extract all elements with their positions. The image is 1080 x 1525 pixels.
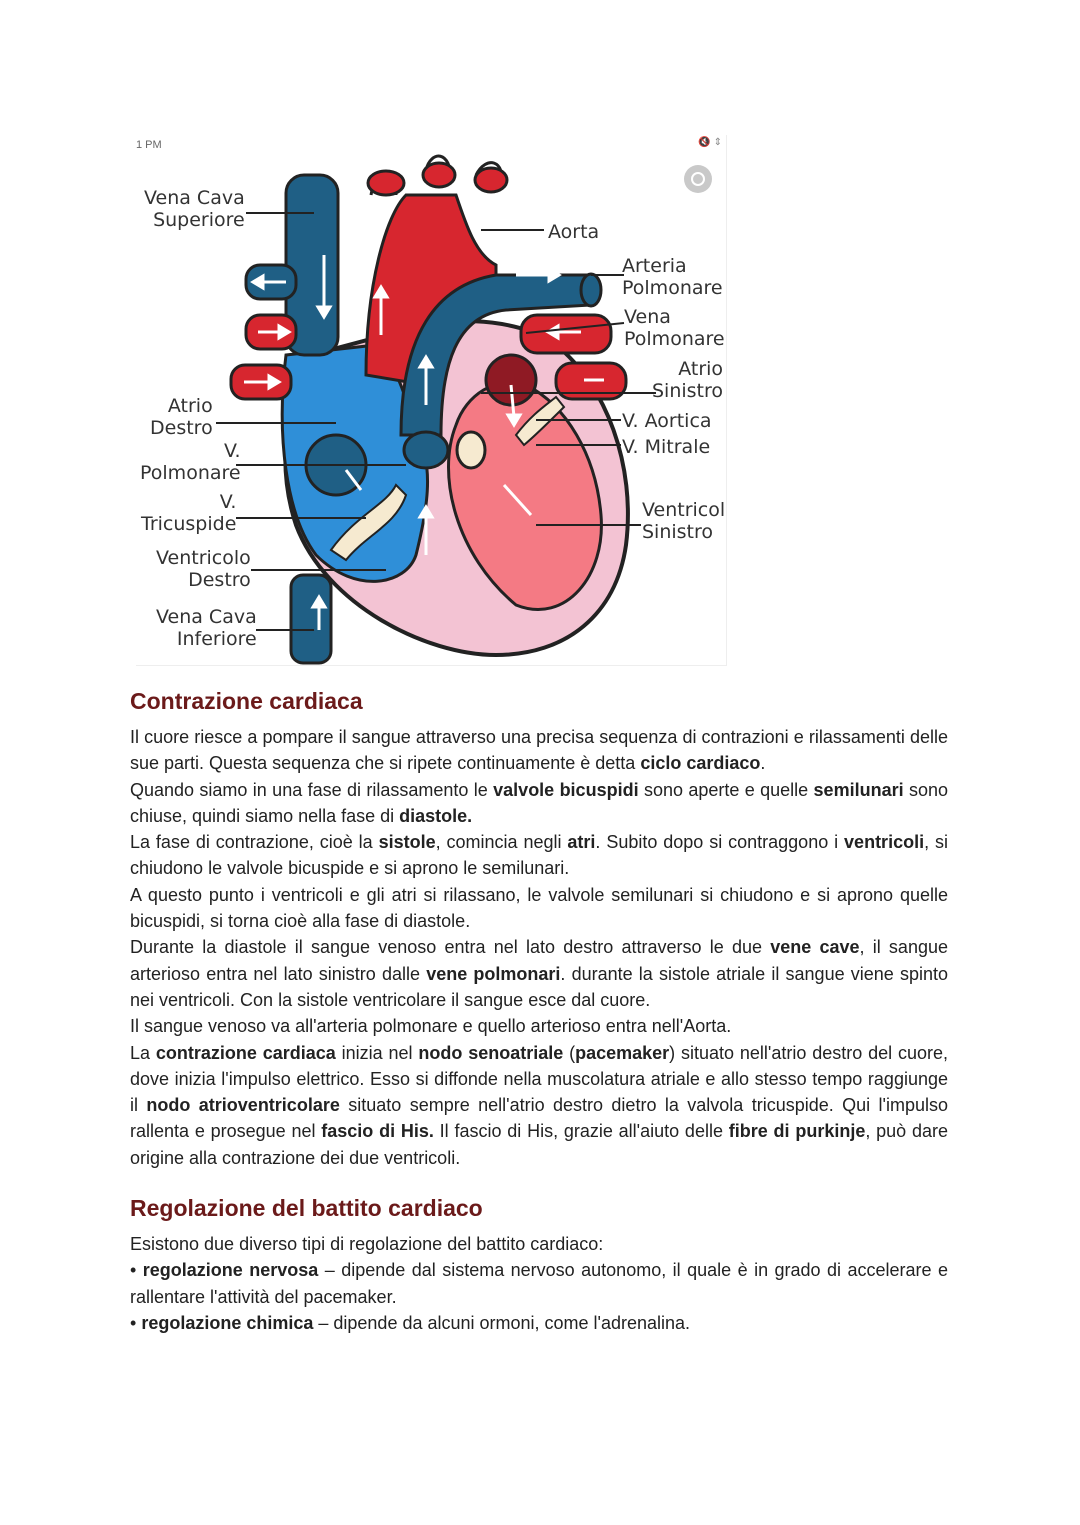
- text-run: Il fascio di His, grazie all'aiuto delle: [433, 1121, 729, 1142]
- label-v-polmonare: V. Polmonare: [140, 440, 241, 484]
- pulmonary-valve: [404, 432, 448, 468]
- label-vena-cava-inferiore: Vena Cava Inferiore: [156, 606, 257, 650]
- text-run: sono aperte e quelle: [638, 779, 814, 800]
- section-regolazione: [130, 1193, 948, 1336]
- bold-term: fascio di His.: [321, 1121, 434, 1142]
- text-run: inizia nel: [335, 1042, 419, 1063]
- paragraph: [130, 829, 948, 882]
- bold-term: nodo senoatriale: [418, 1042, 564, 1063]
- text-run: , può dare origine alla contrazione dei due ventricoli.: [130, 1121, 948, 1168]
- vena-polmonare-1: [521, 315, 611, 353]
- text-run: . durante la sistole atriale il sangue viene spinto nei ventricoli. Con la sistole ventricolare il sangue esce dal cuore.: [130, 963, 948, 1010]
- paragraph: [130, 882, 948, 935]
- text-run: , si chiudono le valvole bicuspide e si aprono le semilunari.: [130, 832, 948, 879]
- text-run: (: [563, 1042, 576, 1063]
- bold-term: vene polmonari: [426, 963, 561, 984]
- status-time: 1 PM: [136, 139, 162, 151]
- label-aorta: Aorta: [548, 221, 600, 243]
- label-atrio-destro: Atrio Destro: [150, 395, 213, 439]
- text-run: ) situato nell'atrio destro del cuore, dove inizia l'impulso elettrico. Esso si diffonde nella muscolatura atriale e allo stesso tempo raggiunge il: [130, 1042, 948, 1116]
- aortic-valve: [457, 432, 485, 468]
- paragraph: [130, 934, 948, 1013]
- bold-term: regolazione chimica: [141, 1312, 314, 1333]
- text-run: , comincia negli: [435, 832, 568, 853]
- bold-term: diastole.: [399, 805, 473, 826]
- text-run: . Subito dopo si contraggono i: [595, 832, 845, 853]
- bold-term: fibre di purkinje: [728, 1121, 866, 1142]
- text-run: A questo punto i ventricoli e gli atri si rilassano, le valvole semilunari si chiudono e si aprono quelle bicuspidi, si torna cioè alla fase di diastole.: [130, 884, 948, 932]
- label-ventricolo-sinistro: Ventricol Sinistro: [642, 499, 726, 543]
- text-run: •: [130, 1260, 143, 1281]
- text-run: , il sangue arterioso entra nel lato sinistro dalle: [130, 937, 948, 984]
- text-run: – dipende dal sistema nervoso autonomo, il quale è in grado di accelerare e rallentare l'attività del pacemaker.: [130, 1260, 948, 1307]
- text-run: Quando siamo in una fase di rilassamento le: [130, 779, 494, 800]
- text-run: – dipende da alcuni ormoni, come l'adrenalina.: [313, 1312, 691, 1333]
- status-icons: 🔇 ⇕: [698, 137, 722, 148]
- section-title: Regolazione del battito cardiaco: [130, 1195, 483, 1222]
- paragraph: [130, 1013, 948, 1039]
- label-v-tricuspide: V. Tricuspide: [141, 491, 237, 535]
- list-item: [130, 1257, 948, 1310]
- vena-cava-inferiore: [291, 575, 331, 663]
- bold-term: atri: [567, 832, 596, 853]
- label-vena-cava-superiore: Vena Cava Superiore: [144, 187, 245, 231]
- label-v-mitrale: V. Mitrale: [622, 436, 711, 458]
- label-v-aortica: V. Aortica: [622, 410, 712, 432]
- bold-term: pacemaker: [575, 1042, 670, 1063]
- label-arteria-polmonare: Arteria Polmonare: [622, 255, 723, 299]
- text-run: .: [760, 753, 766, 774]
- label-ventricolo-destro: Ventricolo Destro: [156, 547, 251, 591]
- bold-term: nodo atrioventricolare: [146, 1095, 340, 1116]
- bold-term: semilunari: [813, 779, 904, 800]
- text-run: Durante la diastole il sangue venoso entra nel lato destro attraverso le due: [130, 937, 771, 958]
- section-title: Contrazione cardiaca: [130, 688, 363, 714]
- heart-diagram: [136, 135, 727, 666]
- text-content: [130, 686, 948, 1336]
- text-run: Esistono due diverso tipi di regolazione del battito cardiaco:: [130, 1234, 604, 1255]
- bold-term: ciclo cardiaco: [640, 753, 761, 774]
- bold-term: vene cave: [770, 937, 860, 958]
- paragraph: [130, 777, 948, 830]
- text-run: sono chiuse, quindi siamo nella fase di: [130, 779, 948, 826]
- bold-term: contrazione cardiaca: [155, 1042, 336, 1063]
- bold-term: ventricoli: [844, 832, 925, 853]
- text-run: La: [130, 1042, 156, 1063]
- bold-term: valvole bicuspidi: [493, 779, 639, 800]
- section-contrazione: [130, 686, 948, 1171]
- text-run: Il cuore riesce a pompare il sangue attraverso una precisa sequenza di contrazioni e rilassamenti delle sue parti. Questa sequenza che si ripete continuamente è detta: [130, 727, 948, 774]
- paragraph: [130, 1040, 948, 1171]
- text-run: situato sempre nell'atrio destro dietro la valvola tricuspide. Qui l'impulso rallenta e prosegue nel: [130, 1095, 949, 1142]
- bold-term: regolazione nervosa: [142, 1260, 319, 1281]
- label-vena-polmonare: Vena Polmonare: [624, 306, 725, 350]
- paragraph: [130, 1231, 948, 1257]
- text-run: La fase di contrazione, cioè la: [130, 832, 379, 853]
- bold-term: sistole: [378, 832, 436, 853]
- list-item: [130, 1310, 948, 1336]
- label-atrio-sinistro: Atrio Sinistro: [652, 358, 724, 402]
- text-run: •: [130, 1312, 142, 1333]
- text-run: Il sangue venoso va all'arteria polmonare e quello arterioso entra nell'Aorta.: [130, 1016, 732, 1037]
- paragraph: [130, 724, 948, 777]
